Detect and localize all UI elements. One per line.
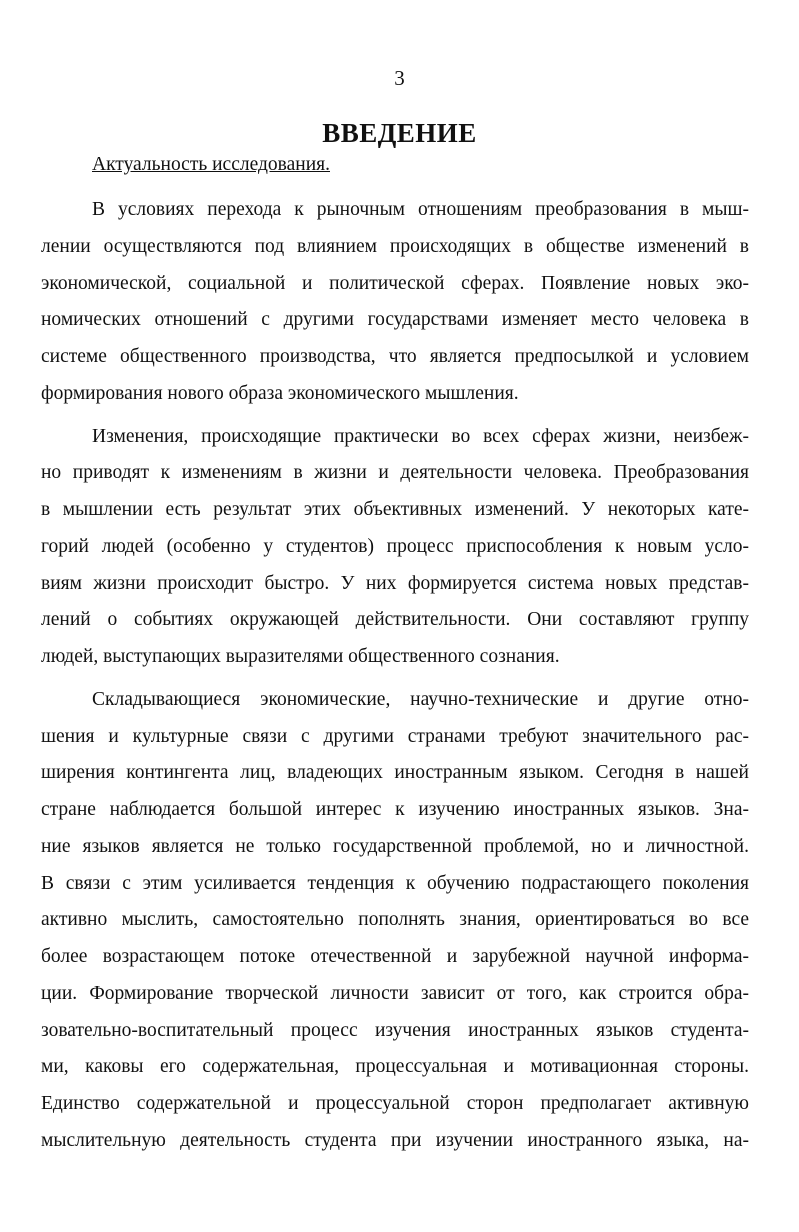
text-line: ние языков является не только государственной проблемой, но и личностной. (41, 835, 749, 857)
text-line: лений о событиях окружающей действительности. Они составляют группу (41, 609, 749, 631)
text-line: шения и культурные связи с другими странами требуют значительного рас- (41, 725, 749, 747)
text-line: В связи с этим усиливается тенденция к обучению подрастающего поколения (41, 872, 749, 894)
text-line: ми, каковы его содержательная, процессуальная и мотивационная стороны. (41, 1056, 749, 1078)
subsection-heading: Актуальность исследования. (92, 154, 330, 175)
text-line: активно мыслить, самостоятельно пополнять знания, ориентироваться во все (41, 909, 749, 931)
text-line: номических отношений с другими государствами изменяет место человека в (41, 309, 749, 331)
text-line: зовательно-воспитательный процесс изучения иностранных языков студента- (41, 1019, 749, 1041)
paragraph-2 (41, 419, 749, 676)
body-text (41, 192, 749, 1160)
text-line: мыслительную деятельность студента при изучении иностранного языка, на- (41, 1129, 749, 1151)
page-number: 3 (394, 66, 405, 90)
text-line: Единство содержательной и процессуальной сторон предполагает активную (41, 1093, 749, 1114)
text-line: формирования нового образа экономического мышления. (41, 382, 519, 404)
text-line: людей, выступающих выразителями общественного сознания. (41, 646, 560, 667)
text-line: виям жизни происходит быстро. У них формируется система новых представ- (41, 572, 749, 594)
paragraph-3 (41, 682, 749, 1160)
text-line: более возрастающем потоке отечественной и зарубежной научной информа- (41, 946, 749, 967)
text-line: ции. Формирование творческой личности зависит от того, как строится обра- (41, 982, 749, 1004)
text-line: экономической, социальной и политической сферах. Появление новых эко- (41, 272, 749, 294)
text-line: В условиях перехода к рыночным отношениям преобразования в мыш- (92, 199, 749, 220)
text-line: Складывающиеся экономические, научно-технические и другие отно- (92, 688, 749, 710)
text-line: горий людей (особенно у студентов) процесс приспособления к новым усло- (41, 535, 749, 557)
paragraph-1 (41, 192, 749, 413)
text-line: Изменения, происходящие практически во всех сферах жизни, неизбеж- (92, 425, 749, 447)
text-line: стране наблюдается большой интерес к изучению иностранных языков. Зна- (41, 799, 749, 820)
text-line: системе общественного производства, что является предпосылкой и условием (41, 346, 749, 367)
text-line: но приводят к изменениям в жизни и деятельности человека. Преобразования (41, 462, 749, 484)
text-line: лении осуществляются под влиянием происходящих в обществе изменений в (41, 235, 749, 257)
section-title: ВВЕДЕНИЕ (322, 118, 477, 148)
text-line: в мышлении есть результат этих объективных изменений. У некоторых кате- (41, 499, 749, 520)
text-line: ширения контингента лиц, владеющих иностранным языком. Сегодня в нашей (41, 762, 749, 784)
